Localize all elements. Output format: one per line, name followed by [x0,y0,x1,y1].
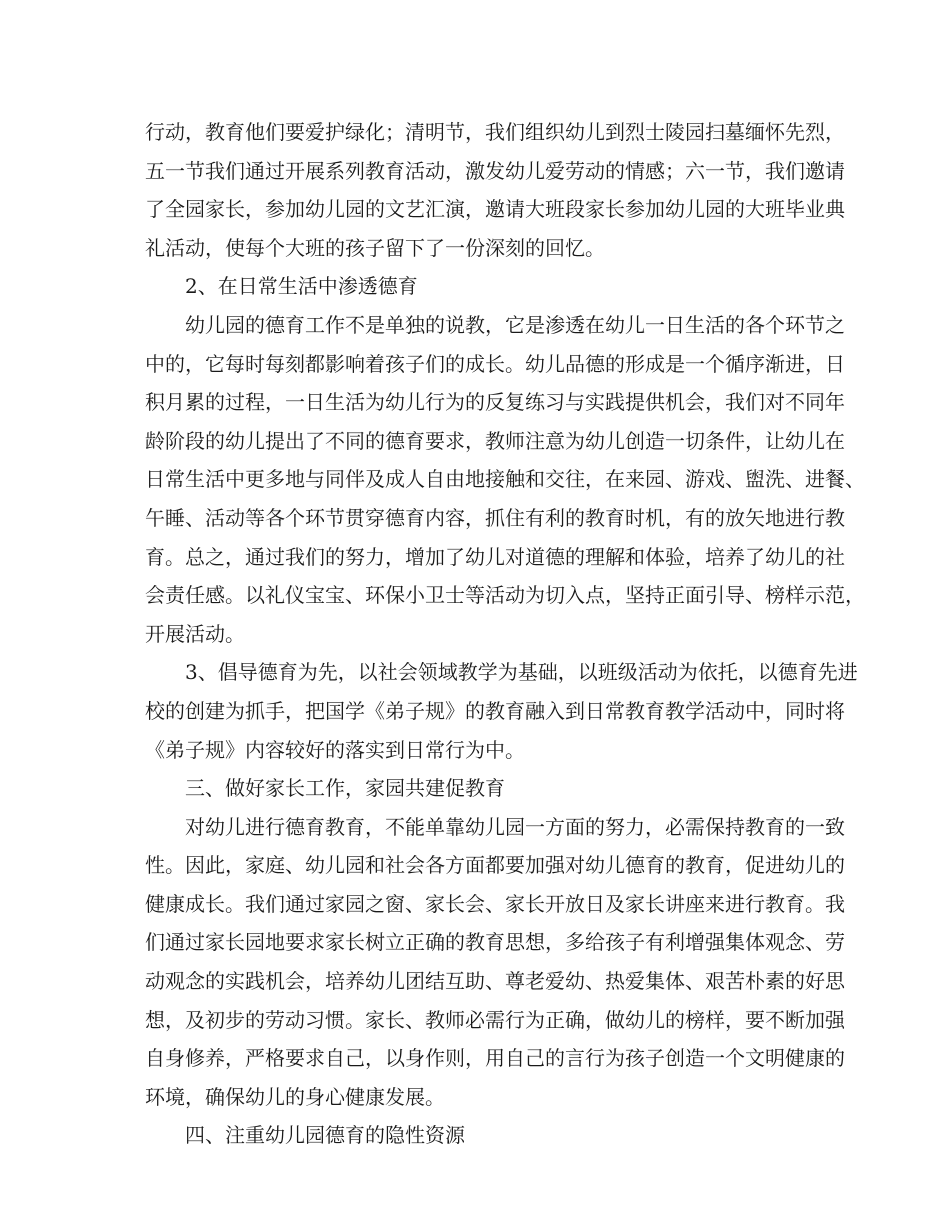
text-line: 想，及初步的劳动习惯。家长、教师必需行为正确，做幼儿的榜样，要不断加强 [145,1007,845,1032]
text-line: 们通过家长园地要求家长树立正确的教育思想，多给孩子有利增强集体观念、劳 [145,930,845,955]
text-line: 校的创建为抓手，把国学《弟子规》的教育融入到日常教育教学活动中，同时将 [145,698,845,723]
text-line: 3、倡导德育为先，以社会领域教学为基础，以班级活动为依托，以德育先进 [185,660,858,685]
text-line: 环境，确保幼儿的身心健康发展。 [145,1084,445,1109]
text-line: 积月累的过程，一日生活为幼儿行为的反复练习与实践提供机会，我们对不同年 [145,390,845,415]
text-line: 《弟子规》内容较好的落实到日常行为中。 [145,737,525,762]
section-heading-parent-work: 三、做好家长工作，家园共建促教育 [185,776,505,801]
paragraph-festival-activities [145,113,845,267]
paragraph-home-school [145,808,845,1117]
text-line: 对幼儿进行德育教育，不能单靠幼儿园一方面的努力，必需保持教育的一致 [185,814,845,839]
text-line: 动观念的实践机会，培养幼儿团结互助、尊老爱幼、热爱集体、艰苦朴素的好思 [145,969,845,994]
text-line: 礼活动，使每个大班的孩子留下了一份深刻的回忆。 [145,235,605,260]
text-line: 育。总之，通过我们的努力，增加了幼儿对道德的理解和体验，培养了幼儿的社 [145,544,845,569]
document-page [145,113,865,1155]
text-line: 会责任感。以礼仪宝宝、环保小卫士等活动为切入点，坚持正面引导、榜样示范， [145,583,865,608]
text-line: 五一节我们通过开展系列教育活动，激发幼儿爱劳动的情感；六一节，我们邀请 [145,158,845,183]
text-line: 中的，它每时每刻都影响着孩子们的成长。幼儿品德的形成是一个循序渐进，日 [145,351,845,376]
text-line: 了全园家长，参加幼儿园的文艺汇演，邀请大班段家长参加幼儿园的大班毕业典 [145,197,845,222]
section-heading-daily-life: 2、在日常生活中渗透德育 [185,274,418,299]
text-line: 午睡、活动等各个环节贯穿德育内容，抓住有利的教育时机，有的放矢地进行教 [145,505,845,530]
paragraph-dizigui [145,653,858,769]
text-line: 龄阶段的幼儿提出了不同的德育要求，教师注意为幼儿创造一切条件，让幼儿在 [145,428,845,453]
text-line: 自身修养，严格要求自己，以身作则，用自己的言行为孩子创造一个文明健康的 [145,1046,845,1071]
text-line: 开展活动。 [145,621,245,646]
text-line: 健康成长。我们通过家园之窗、家长会、家长开放日及家长讲座来进行教育。我 [145,891,845,916]
text-line: 日常生活中更多地与同伴及成人自由地接触和交往，在来园、游戏、盥洗、进餐、 [145,467,865,492]
text-line: 幼儿园的德育工作不是单独的说教，它是渗透在幼儿一日生活的各个环节之 [185,312,845,337]
text-line: 行动，教育他们要爱护绿化；清明节，我们组织幼儿到烈士陵园扫墓缅怀先烈， [145,120,845,144]
paragraph-daily-moral-education [145,306,865,653]
text-line: 性。因此，家庭、幼儿园和社会各方面都要加强对幼儿德育的教育，促进幼儿的 [145,853,845,878]
section-heading-hidden-resources: 四、注重幼儿园德育的隐性资源 [185,1123,465,1148]
